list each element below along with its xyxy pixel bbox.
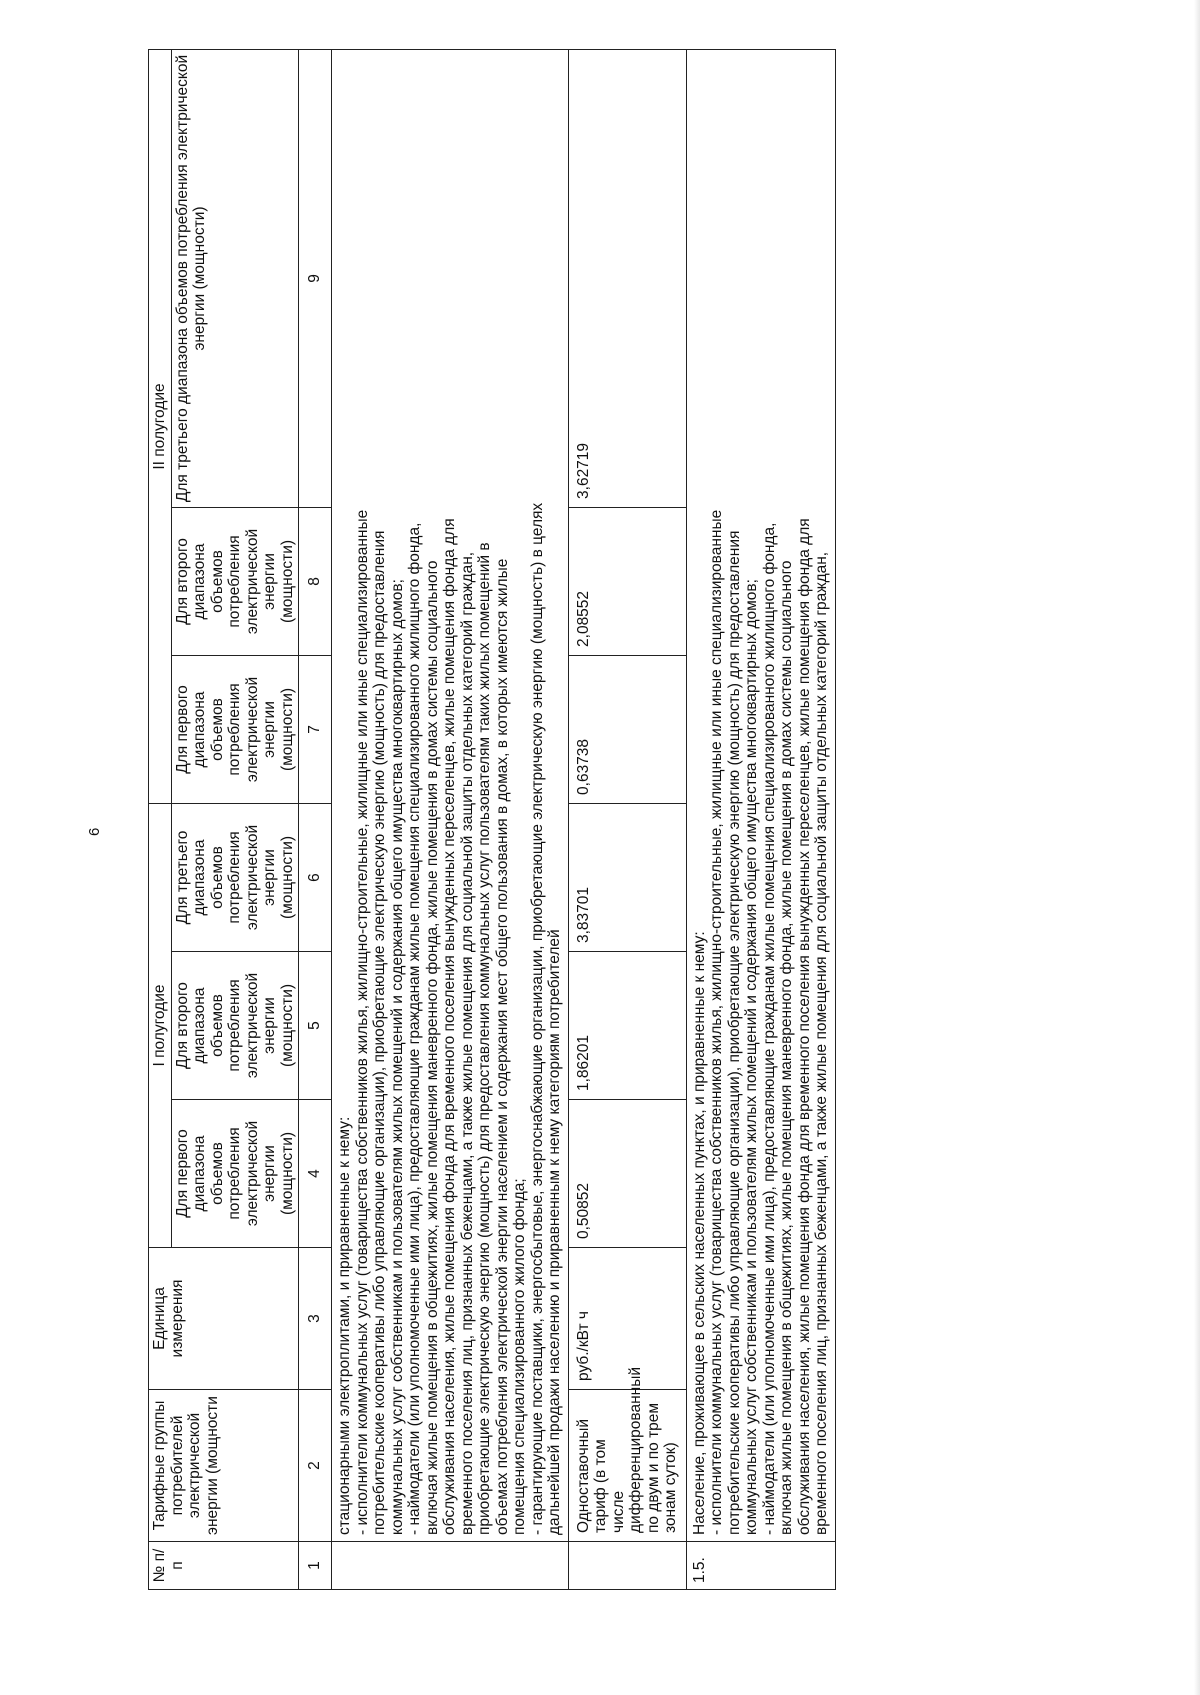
section-text-line: обслуживания населения, жилые помещения фонда для временного поселения вынужденных переселенцев, жилые помещения фонда для: [441, 518, 458, 1535]
section-text-line: помещения специализированного жилого фонда;: [511, 1178, 528, 1535]
row-1-5-text-line: - исполнители коммунальных услуг (товарищества собственников жилья, жилищно-строительные, жилищные или иные специализированные: [708, 509, 725, 1535]
scan-edge: [1194, 0, 1200, 1695]
column-number: 5: [299, 952, 332, 1100]
section-text-line: дальнейшей продажи населению и приравненным к нему категориям потребителей: [546, 929, 563, 1535]
column-number: 3: [299, 1248, 332, 1390]
header-half2: II полугодие: [149, 49, 172, 803]
tariff-unit: руб./кВт ч: [568, 1248, 686, 1390]
column-number-row: [299, 49, 332, 1589]
header-range3-half2: Для третьего диапазона объемов потребления электрической энергии (мощности): [171, 49, 299, 507]
row-1-5-description: [686, 49, 835, 1541]
header-range1-half2: Для первого диапазона объемов потребления электрической энергии (мощности): [171, 655, 299, 803]
column-number: 4: [299, 1100, 332, 1248]
rotated-table-container: [148, 54, 1198, 1590]
row-1-5: [686, 49, 835, 1589]
tariff-value-half1-range2: 1,86201: [568, 952, 686, 1100]
row-1-5-text-line: временного поселения лиц, признанных беженцами, а также жилые помещения для социальной защиты отдельных категорий граждан,: [813, 551, 830, 1535]
row-1-5-text-line: обслуживания населения, жилые помещения фонда для временного поселения вынужденных переселенцев, жилые помещения фонда для: [795, 518, 813, 1535]
section-text-line: коммунальных услуг собственникам и пользователям жилых помещений и содержания общего имущества многоквартирных домов;: [388, 579, 406, 1535]
header-range2-half1: Для второго диапазона объемов потребления электрической энергии (мощности): [171, 952, 299, 1100]
section-text-line: включая жилые помещения в общежитиях, жилые помещения маневренного фонда, жилые помещения в домах системы социального: [423, 560, 441, 1535]
tariff-value-half2-range1: 0,63738: [568, 655, 686, 803]
row-1-5-text-line: включая жилые помещения в общежитиях, жилые помещения маневренного фонда, жилые помещения в домах системы социального: [778, 560, 795, 1535]
tariff-name: Одноставочный тариф (в том числе дифференцированный по двум и по трем зонам суток): [568, 1390, 686, 1542]
row-1-5-text-line: потребительские кооперативы либо управляющие организации), приобретающие электрическую энергию (мощность) для предоставления: [725, 530, 743, 1535]
section-description: [332, 49, 569, 1541]
section-text-line: временного поселения лиц, признанных беженцами, а также жилые помещения для социальной защиты отдельных категорий граждан,: [458, 551, 476, 1535]
tariff-value-half2-range3: 3,62719: [568, 49, 686, 507]
row-1-5-text-line: коммунальных услуг собственникам и пользователям жилых помещений и содержания общего имущества многоквартирных домов;: [743, 579, 760, 1535]
column-number: 8: [299, 507, 332, 655]
row-1-5-text-line: - наймодатели (или уполномоченные ими лица), предоставляющие гражданам жилые помещения специализированного жилищного фонда,: [760, 522, 778, 1535]
tariff-value-half1-range1: 0,50852: [568, 1100, 686, 1248]
column-number: 7: [299, 655, 332, 803]
section-text-line: объемах потребления электрической энергии населением и содержания мест общего пользования в домах, в которых имеются жилые: [493, 558, 511, 1535]
empty-cell: [332, 1542, 569, 1590]
column-number: 1: [299, 1542, 332, 1590]
header-col1: № п/п: [149, 1542, 299, 1590]
tariff-value-half1-range3: 3,83701: [568, 803, 686, 951]
header-range1-half1: Для первого диапазона объемов потребления электрической энергии (мощности): [171, 1100, 299, 1248]
section-description-row: [332, 49, 569, 1589]
header-col2: Тарифные группы потребителей электрической энергии (мощности: [149, 1390, 299, 1542]
page-number: 6: [86, 827, 103, 836]
column-number: 6: [299, 803, 332, 951]
section-text-line: - исполнители коммунальных услуг (товарищества собственников жилья, жилищно-строительные, жилищные или иные специализированные: [353, 509, 371, 1535]
empty-cell: [568, 1542, 686, 1590]
column-number: 2: [299, 1390, 332, 1542]
section-text-line: - наймодатели (или уполномоченные ими лица), предоставляющие гражданам жилые помещения специализированного жилищного фонда,: [406, 522, 423, 1535]
header-col3: Единица измерения: [149, 1248, 299, 1390]
column-number: 9: [299, 49, 332, 507]
row-1-5-text-line: Население, проживающее в сельских населенных пунктах, и приравненные к нему:: [690, 931, 708, 1535]
header-range3-half1: Для третьего диапазона объемов потребления электрической энергии (мощности): [171, 803, 299, 951]
section-text-line: - гарантирующие поставщики, энергосбытовые, энергоснабжающие организации, приобретающие электрическую энергию (мощность) в целях: [528, 502, 546, 1535]
header-half1: I полугодие: [149, 803, 172, 1247]
header-row-1: [149, 49, 172, 1589]
tariff-value-half2-range2: 2,08552: [568, 507, 686, 655]
tariff-row: [568, 49, 686, 1589]
section-text-line: стационарными электроплитами, и приравненные к нему:: [336, 1116, 353, 1535]
section-text-line: потребительские кооперативы либо управляющие организации), приобретающие электрическую энергию (мощность) для предоставления: [371, 530, 388, 1535]
row-1-5-number: 1.5.: [686, 1542, 835, 1590]
section-text-line: приобретающие электрическую энергию (мощность) для предоставления коммунальных услуг пользователям таких жилых помещений в: [476, 542, 493, 1535]
header-range2-half2: Для второго диапазона объемов потребления электрической энергии (мощности): [171, 507, 299, 655]
tariff-table: [148, 49, 836, 1590]
